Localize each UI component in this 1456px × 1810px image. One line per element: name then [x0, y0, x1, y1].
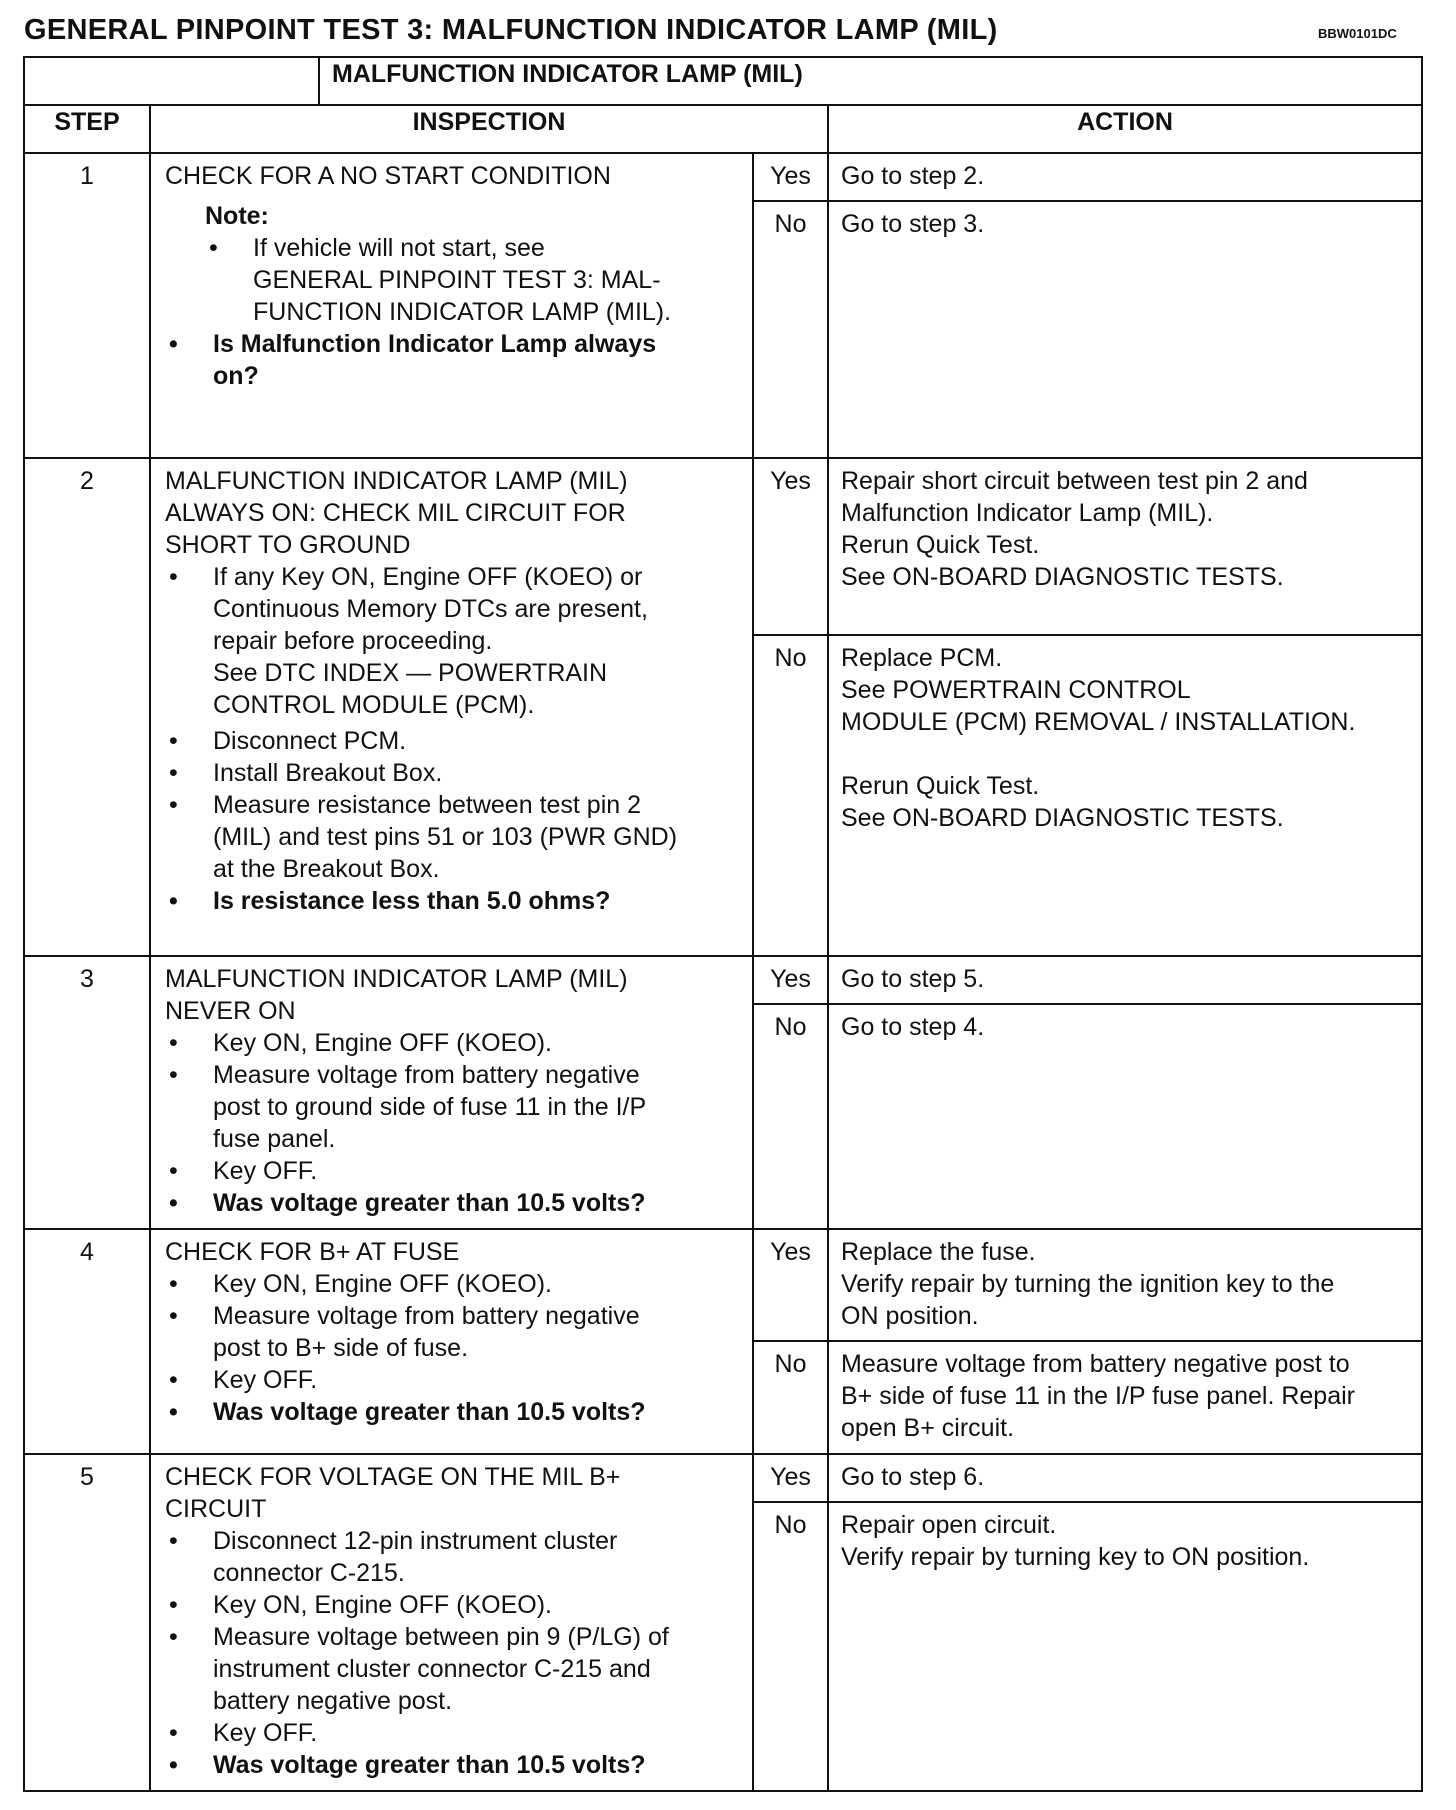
yes-label: Yes: [753, 458, 828, 635]
step-number: 5: [24, 1454, 150, 1791]
step-3-inspection: MALFUNCTION INDICATOR LAMP (MIL) NEVER ON • Key ON, Engine OFF (KOEO). • Measure voltage from battery negative post to ground side of fuse 11 in the I/P fuse panel. • Key OFF. • Was voltage greater than 10.5 volts?: [150, 956, 753, 1229]
note-label: Note:: [205, 202, 269, 231]
step-heading: CHECK FOR B+ AT FUSE: [165, 1237, 460, 1266]
step-heading: CHECK FOR VOLTAGE ON THE MIL B+: [165, 1462, 621, 1491]
no-label: No: [753, 1004, 828, 1229]
step-number: 3: [24, 956, 150, 1229]
column-header-row: [24, 105, 1422, 153]
col-header-inspection: INSPECTION: [150, 105, 828, 153]
yes-action: Replace the fuse. Verify repair by turning the ignition key to the ON position.: [828, 1229, 1422, 1341]
step-number: 1: [24, 153, 150, 458]
col-header-action: ACTION: [828, 105, 1422, 153]
note: [165, 200, 738, 328]
step-5-yes-row: [24, 1454, 1422, 1502]
step-4-yes-row: [24, 1229, 1422, 1341]
step-3-yes-row: [24, 956, 1422, 1004]
step-item: • Measure resistance between test pin 2 (MIL) and test pins 51 or 103 (PWR GND) at the Breakout Box.: [165, 789, 738, 885]
no-action: Measure voltage from battery negative post to B+ side of fuse 11 in the I/P fuse panel. Repair open B+ circuit.: [828, 1341, 1422, 1453]
step-number: 2: [24, 458, 150, 956]
step-2-yes-row: [24, 458, 1422, 635]
step-1-yes-row: [24, 153, 1422, 201]
yes-label: Yes: [753, 153, 828, 201]
yes-action: Repair short circuit between test pin 2 and Malfunction Indicator Lamp (MIL). Rerun Quick Test. See ON-BOARD DIAGNOSTIC TESTS.: [828, 458, 1422, 635]
step-item: • Measure voltage from battery negative post to B+ side of fuse.: [165, 1300, 738, 1364]
page-title: GENERAL PINPOINT TEST 3: MALFUNCTION INDICATOR LAMP (MIL): [24, 14, 998, 46]
step-item: • Key ON, Engine OFF (KOEO).: [165, 1268, 738, 1300]
document-code: BBW0101DC: [1318, 26, 1397, 41]
yes-action: Go to step 6.: [828, 1454, 1422, 1502]
step-heading: MALFUNCTION INDICATOR LAMP (MIL): [165, 467, 628, 496]
step-5-inspection: CHECK FOR VOLTAGE ON THE MIL B+ CIRCUIT • Disconnect 12-pin instrument cluster connector C-215. • Key ON, Engine OFF (KOEO). • Measure voltage between pin 9 (P/LG) of instrument cluster connector C-215 and battery negative post. • Key OFF. • Was voltage greater than 10.5 volts?: [150, 1454, 753, 1791]
no-action: Go to step 3.: [828, 201, 1422, 458]
col-header-step: STEP: [24, 105, 150, 153]
no-action: Repair open circuit. Verify repair by turning key to ON position.: [828, 1502, 1422, 1791]
step-heading: CHECK FOR A NO START CONDITION: [165, 162, 611, 191]
step-item: • Measure voltage from battery negative post to ground side of fuse 11 in the I/P fuse panel.: [165, 1059, 738, 1155]
step-item: • Key OFF.: [165, 1717, 738, 1749]
no-label: No: [753, 201, 828, 458]
step-4-inspection: [150, 1229, 753, 1454]
no-action: Go to step 4.: [828, 1004, 1422, 1229]
step-question: • Is resistance less than 5.0 ohms?: [165, 885, 738, 917]
no-label: No: [753, 1341, 828, 1453]
no-label: No: [753, 1502, 828, 1791]
note-item: • If vehicle will not start, see GENERAL PINPOINT TEST 3: MAL- FUNCTION INDICATOR LAMP (MIL).: [205, 232, 738, 328]
no-action: Replace PCM. See POWERTRAIN CONTROL MODULE (PCM) REMOVAL / INSTALLATION. Rerun Quick Test. See ON-BOARD DIAGNOSTIC TESTS.: [828, 635, 1422, 956]
pinpoint-test-table: [23, 56, 1423, 1792]
step-item: • Key ON, Engine OFF (KOEO).: [165, 1027, 738, 1059]
step-question: • Is Malfunction Indicator Lamp always on?: [165, 328, 738, 392]
step-item: • Key OFF.: [165, 1364, 738, 1396]
table-title-row: [24, 57, 1422, 105]
step-1-inspection: [150, 153, 753, 458]
step-item: • Key ON, Engine OFF (KOEO).: [165, 1589, 738, 1621]
step-question: • Was voltage greater than 10.5 volts?: [165, 1187, 738, 1219]
no-label: No: [753, 635, 828, 956]
step-question: • Was voltage greater than 10.5 volts?: [165, 1749, 738, 1781]
step-item: • If any Key ON, Engine OFF (KOEO) or Continuous Memory DTCs are present, repair before proceeding. See DTC INDEX — POWERTRAIN CONTROL MODULE (PCM).: [165, 561, 738, 721]
yes-action: Go to step 5.: [828, 956, 1422, 1004]
step-heading: MALFUNCTION INDICATOR LAMP (MIL): [165, 965, 628, 994]
yes-label: Yes: [753, 1454, 828, 1502]
table-title-spacer: [24, 57, 319, 105]
step-item: • Key OFF.: [165, 1155, 738, 1187]
step-item: • Measure voltage between pin 9 (P/LG) of instrument cluster connector C-215 and battery negative post.: [165, 1621, 738, 1717]
yes-action: Go to step 2.: [828, 153, 1422, 201]
step-2-inspection: MALFUNCTION INDICATOR LAMP (MIL) ALWAYS ON: CHECK MIL CIRCUIT FOR SHORT TO GROUND • If any Key ON, Engine OFF (KOEO) or Continuous Memory DTCs are present, repair before proceeding. See DTC INDEX — POWERTRAIN CONTROL MODULE (PCM). • Disconnect PCM. • Install Breakout Box. • Measure resistance between test pin 2 (MIL) and test pins 51 or 103 (PWR GND) at the Breakout Box. • Is resistance less than 5.0 ohms?: [150, 458, 753, 956]
table-title: MALFUNCTION INDICATOR LAMP (MIL): [319, 57, 1422, 105]
step-number: 4: [24, 1229, 150, 1454]
yes-label: Yes: [753, 1229, 828, 1341]
step-item: • Disconnect PCM.: [165, 725, 738, 757]
step-question: • Was voltage greater than 10.5 volts?: [165, 1396, 738, 1428]
step-item: • Install Breakout Box.: [165, 757, 738, 789]
yes-label: Yes: [753, 956, 828, 1004]
step-item: • Disconnect 12-pin instrument cluster connector C-215.: [165, 1525, 738, 1589]
